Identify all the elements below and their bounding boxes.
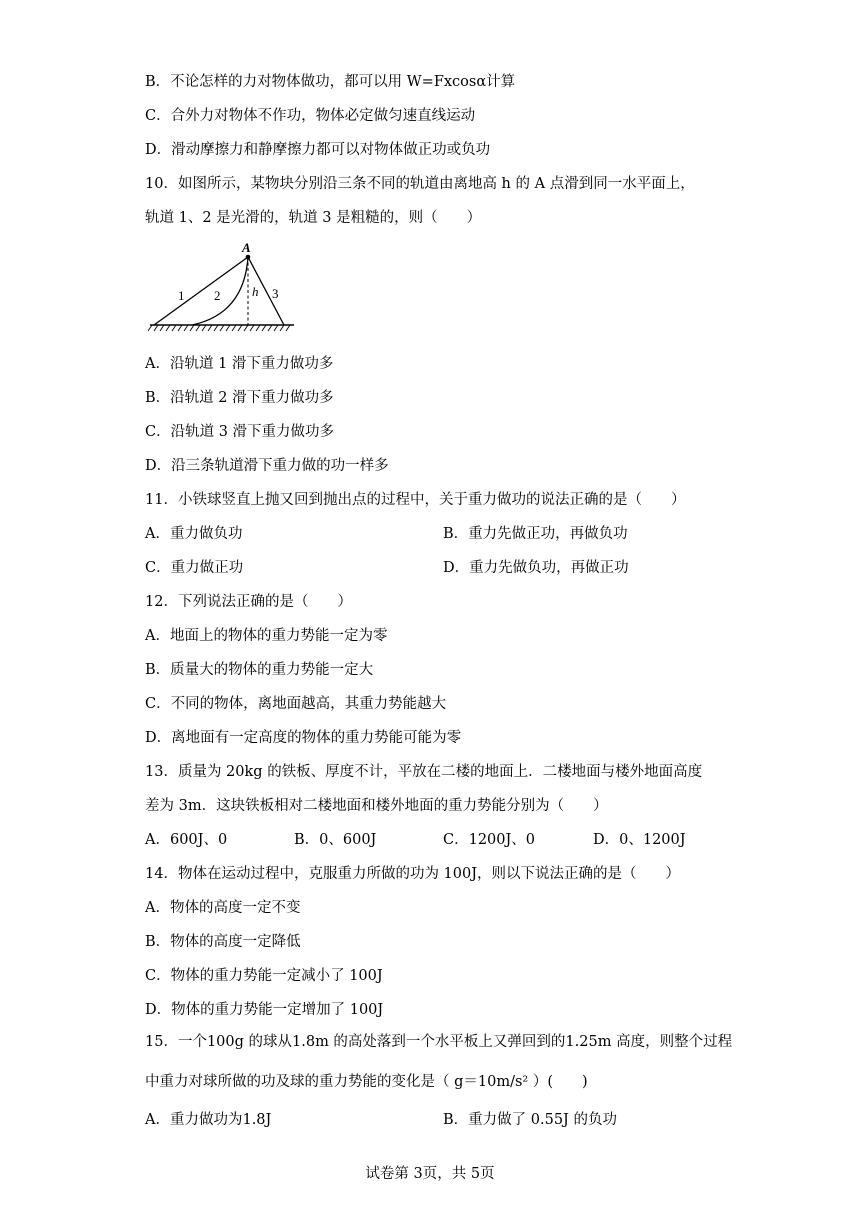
q13-option-c: C．1200J、0 [443, 832, 536, 848]
q10-option-d: D．沿三条轨道滑下重力做的功一样多 [145, 458, 389, 474]
label-a: A [242, 240, 251, 255]
q13-option-a: A．600J、0 [145, 832, 228, 848]
q12-option-a: A．地面上的物体的重力势能一定为零 [145, 628, 388, 644]
q15-stem-line2: 中重力对球所做的功及球的重力势能的变化是（ g＝10m/s² ）( ) [145, 1074, 588, 1090]
q15-stem-line1: 15．一个100g 的球从1.8m 的高处落到一个水平板上又弹回到的1.25m 高度，则整个过程 [145, 1034, 733, 1050]
label-1: 1 [178, 288, 185, 303]
q14-option-a: A．物体的高度一定不变 [145, 900, 301, 916]
q11-stem: 11．小铁球竖直上抛又回到抛出点的过程中，关于重力做功的说法正确的是（ ） [145, 492, 686, 508]
q12-option-b: B．质量大的物体的重力势能一定大 [145, 662, 374, 678]
q10-stem-line1: 10．如图所示，某物块分别沿三条不同的轨道由离地高 h 的 A 点滑到同一水平面上， [145, 176, 695, 192]
q10-stem-line2: 轨道 1、2 是光滑的，轨道 3 是粗糙的，则（ ） [145, 210, 482, 226]
q9-option-d: D．滑动摩擦力和静摩擦力都可以对物体做正功或负功 [145, 142, 491, 158]
q10-option-c: C．沿轨道 3 滑下重力做功多 [145, 424, 335, 440]
q13-stem-line2: 差为 3m．这块铁板相对二楼地面和楼外地面的重力势能分别为（ ） [145, 798, 608, 814]
q10-option-b: B．沿轨道 2 滑下重力做功多 [145, 390, 334, 406]
q14-stem: 14．物体在运动过程中，克服重力所做的功为 100J，则以下说法正确的是（ ） [145, 866, 681, 882]
track-1 [154, 257, 248, 325]
q9-option-c: C．合外力对物体不作功，物体必定做匀速直线运动 [145, 108, 476, 124]
q9-option-b: B．不论怎样的力对物体做功，都可以用 W=Fxcosα计算 [145, 74, 516, 90]
q11-option-a: A．重力做负功 [145, 526, 243, 542]
label-h: h [252, 284, 259, 299]
track-diagram [148, 240, 296, 332]
q13-stem-line1: 13．质量为 20kg 的铁板、厚度不计，平放在二楼的地面上．二楼地面与楼外地面高度 [145, 764, 703, 780]
q14-option-b: B．物体的高度一定降低 [145, 934, 301, 950]
page-footer: 试卷第 3页，共 5页 [365, 1166, 495, 1182]
q15-option-a: A．重力做功为1.8J [145, 1112, 272, 1128]
q15-option-b: B．重力做了 0.55J 的负功 [443, 1112, 617, 1128]
q11-option-d: D．重力先做负功，再做正功 [443, 560, 629, 576]
q14-option-d: D．物体的重力势能一定增加了 100J [145, 1002, 384, 1018]
q11-option-b: B．重力先做正功，再做负功 [443, 526, 628, 542]
q12-option-d: D．离地面有一定高度的物体的重力势能可能为零 [145, 730, 462, 746]
q13-option-b: B．0、600J [294, 832, 377, 848]
point-a [246, 255, 251, 260]
q12-stem: 12．下列说法正确的是（ ） [145, 594, 352, 610]
label-2: 2 [214, 288, 221, 303]
q10-option-a: A．沿轨道 1 滑下重力做功多 [145, 356, 334, 372]
label-3: 3 [272, 286, 279, 301]
q13-option-d: D．0、1200J [593, 832, 686, 848]
q14-option-c: C．物体的重力势能一定减小了 100J [145, 968, 383, 984]
q12-option-c: C．不同的物体，离地面越高，其重力势能越大 [145, 696, 447, 712]
q11-option-c: C．重力做正功 [145, 560, 244, 576]
ground-hatching [148, 325, 290, 331]
